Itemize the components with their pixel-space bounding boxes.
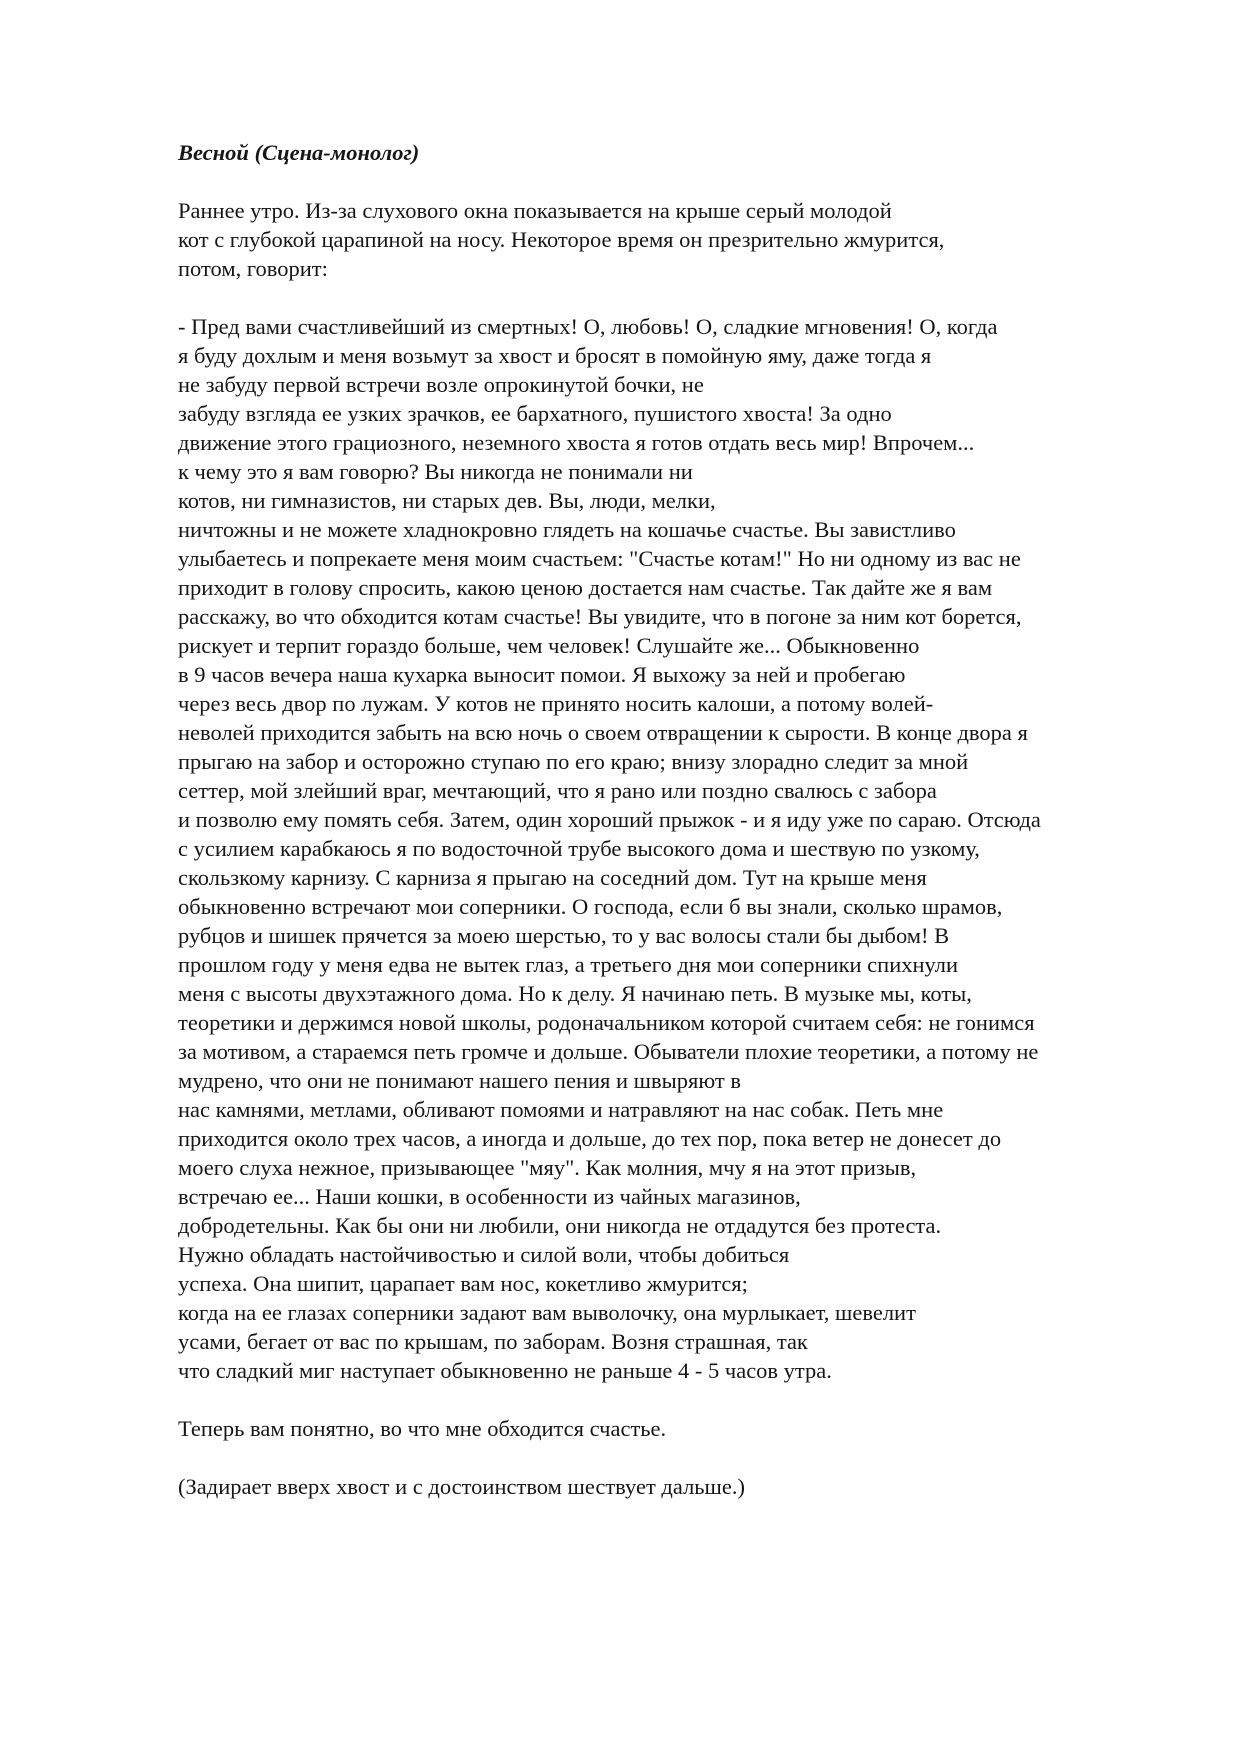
monologue-line: обыкновенно встречают мои соперники. О господа, если б вы знали, сколько шрамов, <box>178 894 1003 919</box>
monologue-line: в 9 часов вечера наша кухарка выносит помои. Я выхожу за ней и пробегаю <box>178 662 906 687</box>
monologue-line: рубцов и шишек прячется за моею шерстью, то у вас волосы стали бы дыбом! В <box>178 923 950 948</box>
monologue-line: и позволю ему помять себя. Затем, один хороший прыжок - и я иду уже по сараю. Отсюда <box>178 807 1041 832</box>
monologue-line: забуду взгляда ее узких зрачков, ее бархатного, пушистого хвоста! За одно <box>178 401 892 426</box>
monologue-line: встречаю ее... Наши кошки, в особенности из чайных магазинов, <box>178 1184 801 1209</box>
monologue-line: скользкому карнизу. С карниза я прыгаю на соседний дом. Тут на крыше меня <box>178 865 927 890</box>
stage-direction-paragraph <box>178 1472 1168 1501</box>
monologue-line: неволей приходится забыть на всю ночь о своем отвращении к сырости. В конце двора я <box>178 720 1028 745</box>
monologue-line: приходится около трех часов, а иногда и дольше, до тех пор, пока ветер не донесет до <box>178 1126 1002 1151</box>
monologue-line: Нужно обладать настойчивостью и силой воли, чтобы добиться <box>178 1242 790 1267</box>
document-body <box>178 138 1168 1530</box>
monologue-line: через весь двор по лужам. У котов не принято носить калоши, а потому волей- <box>178 691 934 716</box>
monologue-line: сеттер, мой злейший враг, мечтающий, что я рано или поздно свалюсь с забора <box>178 778 937 803</box>
monologue-line: я буду дохлым и меня возьмут за хвост и бросят в помойную яму, даже тогда я <box>178 343 932 368</box>
monologue-line: ничтожны и не можете хладнокровно глядеть на кошачье счастье. Вы завистливо <box>178 517 956 542</box>
intro-line: кот с глубокой царапиной на носу. Некоторое время он презрительно жмурится, <box>178 227 945 252</box>
monologue-line: котов, ни гимназистов, ни старых дев. Вы, люди, мелки, <box>178 488 716 513</box>
intro-line: потом, говорит: <box>178 256 328 281</box>
monologue-line: за мотивом, а стараемся петь громче и дольше. Обыватели плохие теоретики, а потому не <box>178 1039 1039 1064</box>
conclusion-line: Теперь вам понятно, во что мне обходится счастье. <box>178 1416 667 1441</box>
monologue-line: с усилием карабкаюсь я по водосточной трубе высокого дома и шествую по узкому, <box>178 836 980 861</box>
monologue-line: что сладкий миг наступает обыкновенно не раньше 4 - 5 часов утра. <box>178 1358 832 1383</box>
intro-paragraph <box>178 196 1168 283</box>
monologue-line: прошлом году у меня едва не вытек глаз, а третьего дня мои соперники спихнули <box>178 952 959 977</box>
monologue-line: к чему это я вам говорю? Вы никогда не понимали ни <box>178 459 693 484</box>
monologue-line: когда на ее глазах соперники задают вам выволочку, она мурлыкает, шевелит <box>178 1300 916 1325</box>
intro-line: Раннее утро. Из-за слухового окна показывается на крыше серый молодой <box>178 198 892 223</box>
monologue-line: теоретики и держимся новой школы, родоначальником которой считаем себя: не гонимся <box>178 1010 1035 1035</box>
monologue-line: меня с высоты двухэтажного дома. Но к делу. Я начинаю петь. В музыке мы, коты, <box>178 981 972 1006</box>
monologue-line: движение этого грациозного, неземного хвоста я готов отдать весь мир! Впрочем... <box>178 430 975 455</box>
monologue-line: рискует и терпит гораздо больше, чем человек! Слушайте же... Обыкновенно <box>178 633 920 658</box>
monologue-line: усами, бегает от вас по крышам, по заборам. Возня страшная, так <box>178 1329 808 1354</box>
document-title: Весной (Сцена-монолог) <box>178 140 420 165</box>
monologue-line: улыбаетесь и попрекаете меня моим счастьем: "Счастье котам!" Но ни одному из вас не <box>178 546 1021 571</box>
monologue-line: моего слуха нежное, призывающее "мяу". Как молния, мчу я на этот призыв, <box>178 1155 917 1180</box>
conclusion-paragraph <box>178 1414 1168 1443</box>
monologue-line: - Пред вами счастливейший из смертных! О, любовь! О, сладкие мгновения! О, когда <box>178 314 998 339</box>
monologue-line: не забуду первой встречи возле опрокинутой бочки, не <box>178 372 704 397</box>
monologue-paragraph <box>178 312 1168 1385</box>
monologue-line: расскажу, во что обходится котам счастье! Вы увидите, что в погоне за ним кот борется, <box>178 604 1022 629</box>
monologue-line: успеха. Она шипит, царапает вам нос, кокетливо жмурится; <box>178 1271 748 1296</box>
monologue-line: прыгаю на забор и осторожно ступаю по его краю; внизу злорадно следит за мной <box>178 749 969 774</box>
monologue-line: нас камнями, метлами, обливают помоями и натравляют на нас собак. Петь мне <box>178 1097 944 1122</box>
monologue-line: добродетельны. Как бы они ни любили, они никогда не отдадутся без протеста. <box>178 1213 942 1238</box>
stage-direction-line: (Задирает вверх хвост и с достоинством шествует дальше.) <box>178 1474 745 1499</box>
monologue-line: мудрено, что они не понимают нашего пения и швыряют в <box>178 1068 741 1093</box>
monologue-line: приходит в голову спросить, какою ценою достается нам счастье. Так дайте же я вам <box>178 575 993 600</box>
